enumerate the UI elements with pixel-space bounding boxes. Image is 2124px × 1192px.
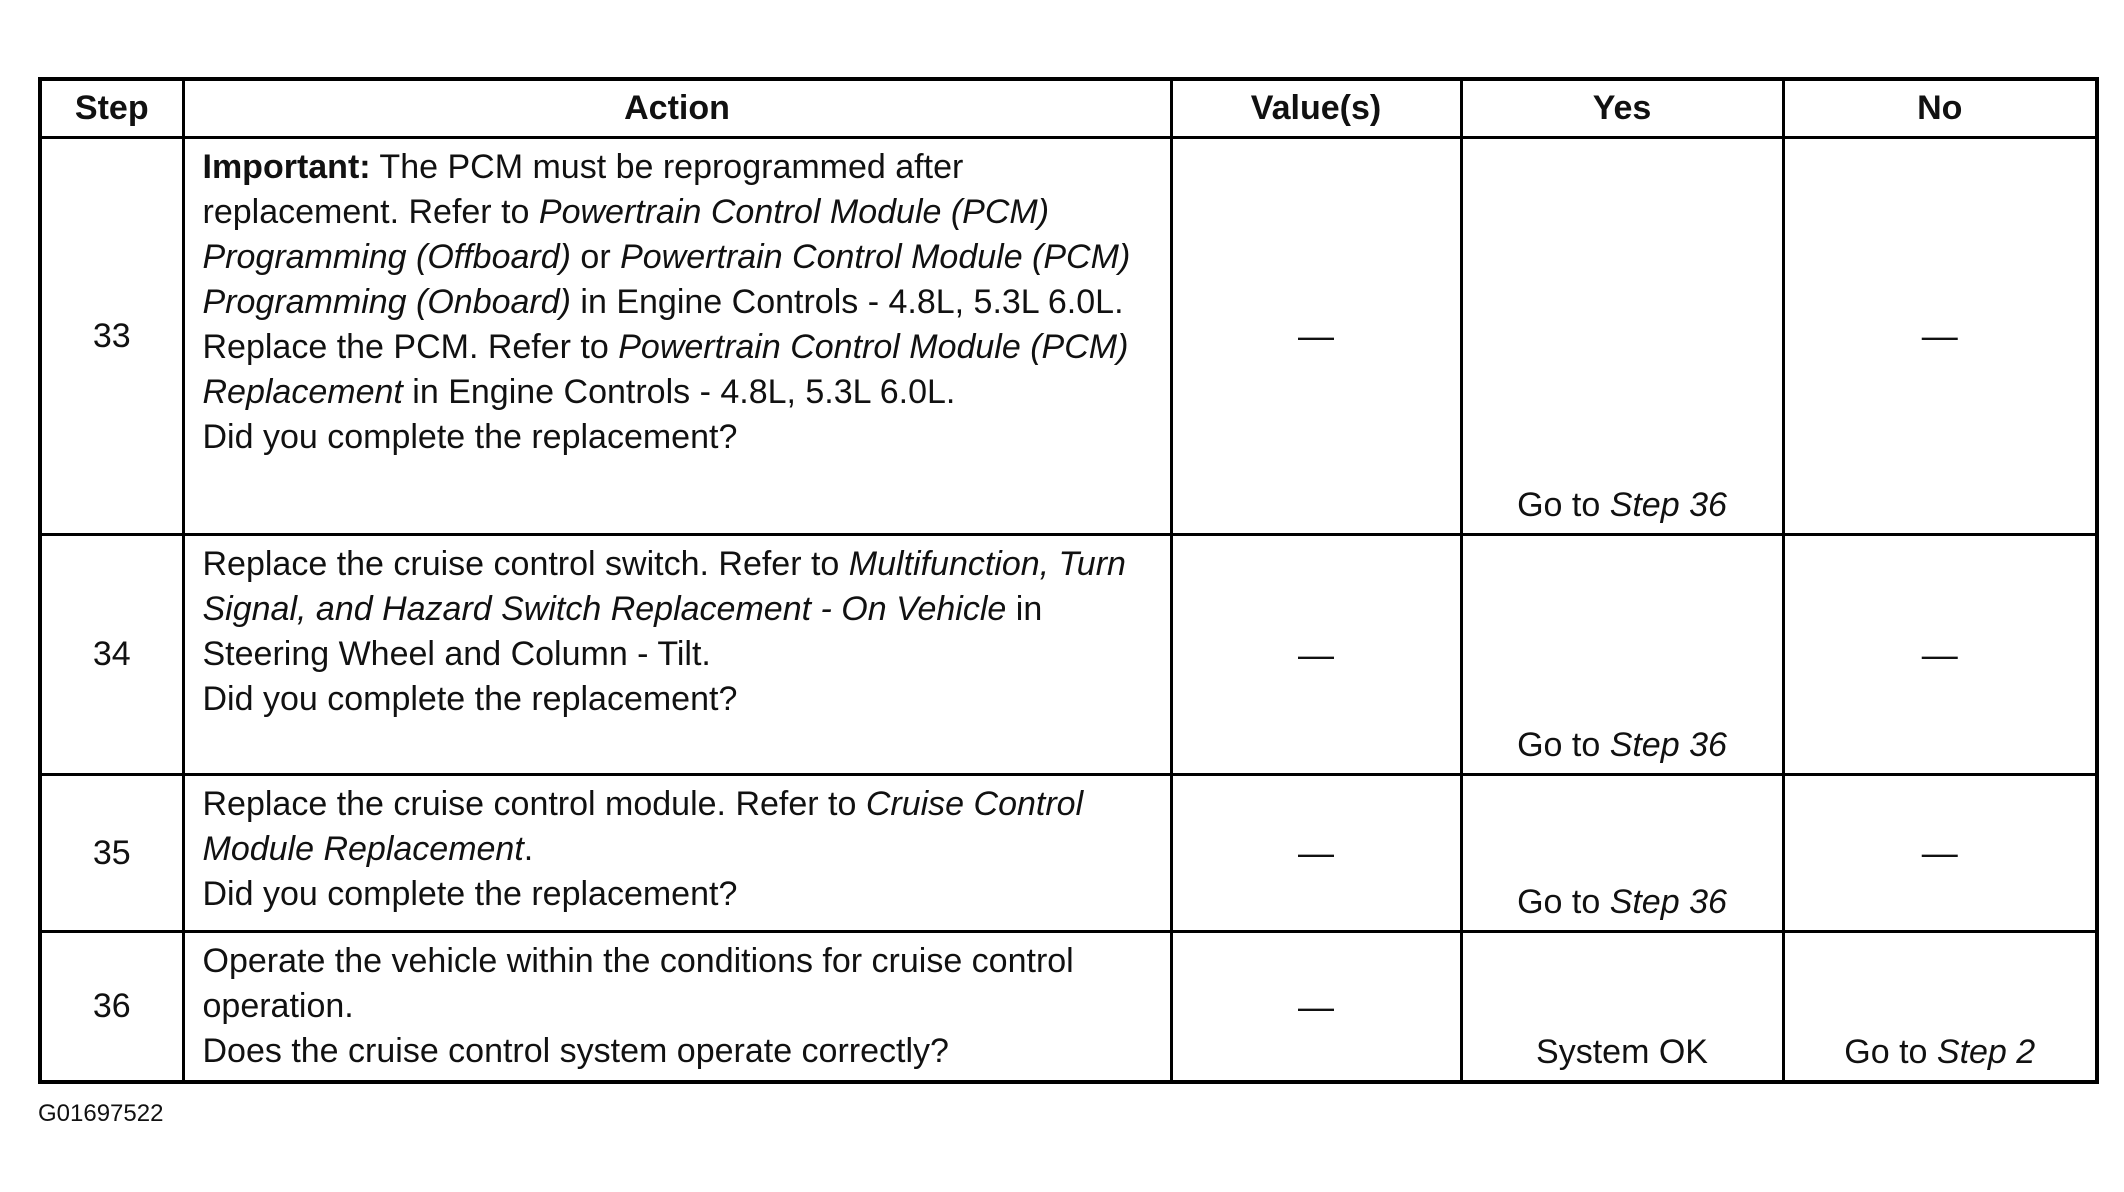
header-values: Value(s) [1171,79,1461,138]
text-run: in Engine Controls - 4.8L, 5.3L 6.0L. Replace the PCM. Refer to [202,283,1124,366]
table-row-step-36 [40,932,2097,1083]
text-run: in Steering Wheel and Column - Tilt. [202,590,1043,673]
header-row [40,79,2097,138]
header-no: No [1783,79,2097,138]
table-row-step-34 [40,535,2097,775]
yes-cell [1461,775,1783,932]
no-cell [1783,775,2097,932]
header-yes: Yes [1461,79,1783,138]
header-step: Step [40,79,183,138]
text-run: The PCM must be reprogrammed after replacement. Refer to [202,148,964,231]
yes-cell [1461,932,1783,1083]
diagnostic-table [38,77,2099,1084]
values-cell: — [1171,138,1461,535]
action-text [203,542,1156,677]
action-cell [183,535,1171,775]
action-text [203,939,1156,1029]
text-run: Go to [1517,883,1610,921]
text-run: Step 36 [1609,486,1727,524]
text-run: Multifunction, Turn Signal, and Hazard Switch Replacement - On Vehicle [202,545,1126,628]
action-question: Does the cruise control system operate correctly? [202,1032,949,1070]
step-number: 36 [40,932,183,1083]
text-run: Powertrain Control Module (PCM) Programming (Offboard) [202,193,1050,276]
step-number: 34 [40,535,183,775]
header-action: Action [183,79,1171,138]
action-text [203,145,1156,415]
action-question: Did you complete the replacement? [202,680,738,718]
text-run: in Engine Controls - 4.8L, 5.3L 6.0L. [402,373,956,411]
action-cell [183,932,1171,1083]
no-cell [1783,535,2097,775]
table-row-step-33 [40,138,2097,535]
text-run: Operate the vehicle within the conditions for cruise control operation. [202,942,1074,1025]
text-run: Important: [202,148,371,186]
text-run: — [1921,832,1958,873]
step-number: 35 [40,775,183,932]
yes-cell [1461,138,1783,535]
text-run: — [1921,315,1958,356]
text-run: — [1921,633,1958,675]
text-run: Step 36 [1609,883,1727,921]
values-cell: — [1171,535,1461,775]
values-cell: — [1171,932,1461,1083]
no-cell [1783,138,2097,535]
yes-cell [1461,535,1783,775]
text-run: Go to [1844,1033,1937,1071]
action-cell [183,775,1171,932]
table-row-step-35 [40,775,2097,932]
text-run: Go to [1517,726,1610,764]
step-number: 33 [40,138,183,535]
no-cell [1783,932,2097,1083]
action-question: Did you complete the replacement? [202,875,738,913]
action-question: Did you complete the replacement? [202,418,738,456]
text-run: Cruise Control Module Replacement [202,785,1084,868]
text-run: Replace the cruise control module. Refer to [202,785,866,823]
action-cell [183,138,1171,535]
text-run: System OK [1536,1033,1708,1071]
text-run: Powertrain Control Module (PCM) Programming (Onboard) [202,238,1131,321]
text-run: Go to [1517,486,1610,524]
figure-id: G01697522 [38,1100,164,1127]
text-run: Step 36 [1609,726,1727,764]
text-run: Step 2 [1936,1033,2036,1071]
text-run: or [570,238,621,276]
values-cell: — [1171,775,1461,932]
action-text [203,782,1156,872]
text-run: Replace the cruise control switch. Refer to [202,545,849,583]
text-run: . [523,830,534,868]
text-run: Powertrain Control Module (PCM) Replacement [202,328,1129,411]
